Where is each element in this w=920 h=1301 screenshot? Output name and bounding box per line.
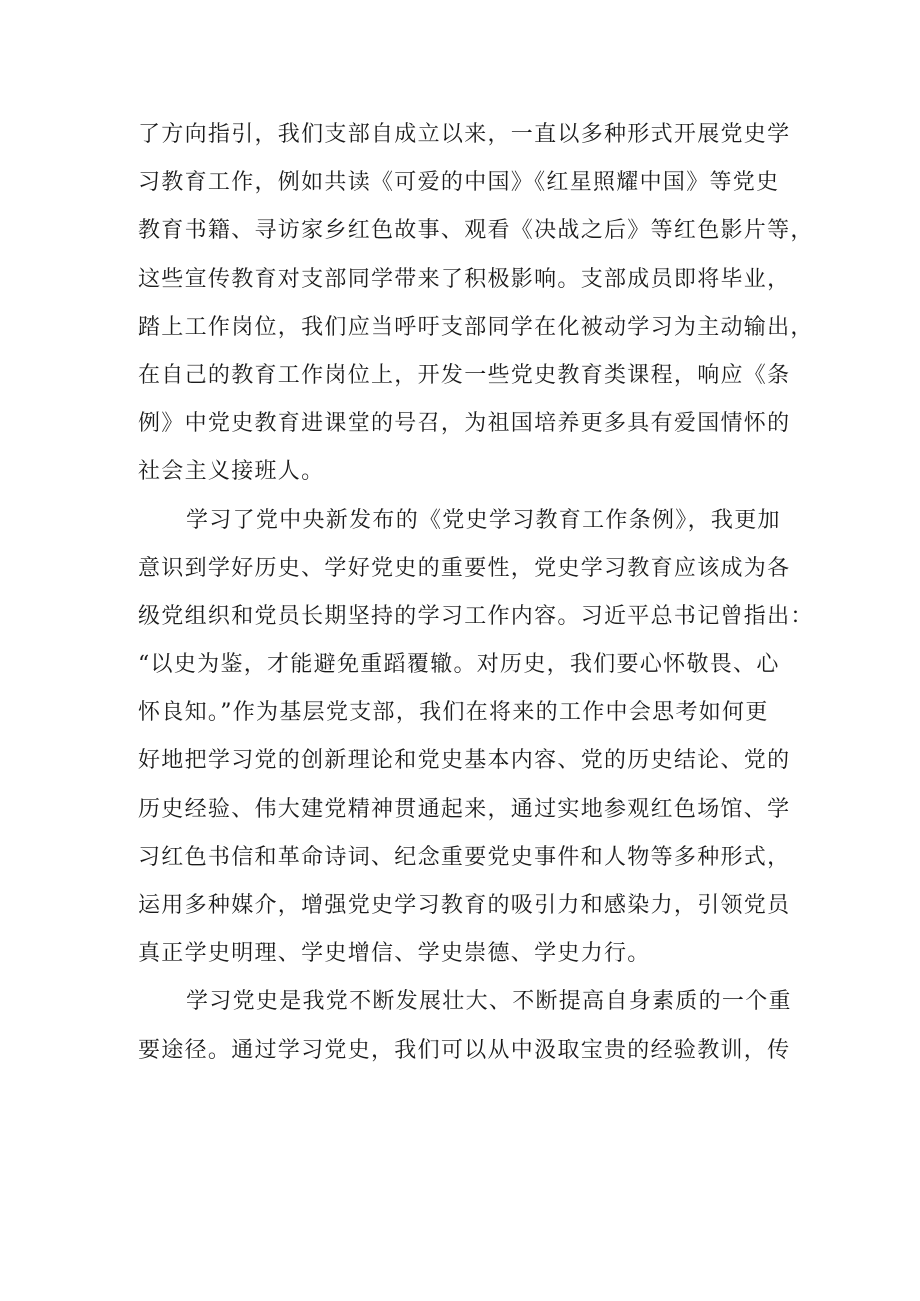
text-line: 意识到学好历史、学好党史的重要性，党史学习教育应该成为各 (138, 555, 791, 581)
text-line: 习红色书信和革命诗词、纪念重要党史事件和人物等多种形式， (138, 844, 791, 870)
text-line: 学习了党中央新发布的《党史学习教育工作条例》，我更加 (186, 507, 781, 533)
paragraph-1 (138, 111, 814, 497)
text-line: 历史经验、伟大建党精神贯通起来，通过实地参观红色场馆、学 (138, 796, 791, 822)
paragraph-3 (138, 978, 798, 1074)
paragraph-2 (138, 497, 814, 979)
text-line: 了方向指引，我们支部自成立以来，一直以多种形式开展党史学 (138, 122, 791, 147)
text-line: 这些宣传教育对支部同学带来了积极影响。支部成员即将毕业， (138, 266, 791, 292)
text-line: 怀良知。”作为基层党支部，我们在将来的工作中会思考如何更 (138, 700, 769, 726)
text-line: 级党组织和党员长期坚持的学习工作内容。习近平总书记曾指出： (138, 603, 814, 629)
text-line: 例》中党史教育进课堂的号召，为祖国培养更多具有爱国情怀的 (138, 411, 791, 437)
document-body (138, 111, 814, 1075)
text-line: 真正学史明理、学史增信、学史崇德、学史力行。 (138, 941, 651, 967)
text-line: 要途径。通过学习党史，我们可以从中汲取宝贵的经验教训，传 (138, 1037, 791, 1063)
text-line: 习教育工作，例如共读《可爱的中国》《红星照耀中国》等党史 (138, 170, 780, 196)
text-line: 好地把学习党的创新理论和党史基本内容、党的历史结论、党的 (138, 748, 791, 774)
text-line: 教育书籍、寻访家乡红色故事、观看《决战之后》等红色影片等， (138, 218, 814, 244)
text-line: 在自己的教育工作岗位上，开发一些党史教育类课程，响应《条 (138, 362, 791, 388)
text-line: 学习党史是我党不断发展壮大、不断提高自身素质的一个重 (186, 989, 792, 1015)
text-line: 踏上工作岗位，我们应当呼吁支部同学在化被动学习为主动输出， (138, 314, 814, 340)
text-line: 运用多种媒介，增强党史学习教育的吸引力和感染力，引领党员 (138, 893, 791, 918)
text-line: 社会主义接班人。 (138, 459, 325, 485)
text-line: “以史为鉴，才能避免重蹈覆辙。对历史，我们要心怀敬畏、心 (138, 652, 780, 678)
